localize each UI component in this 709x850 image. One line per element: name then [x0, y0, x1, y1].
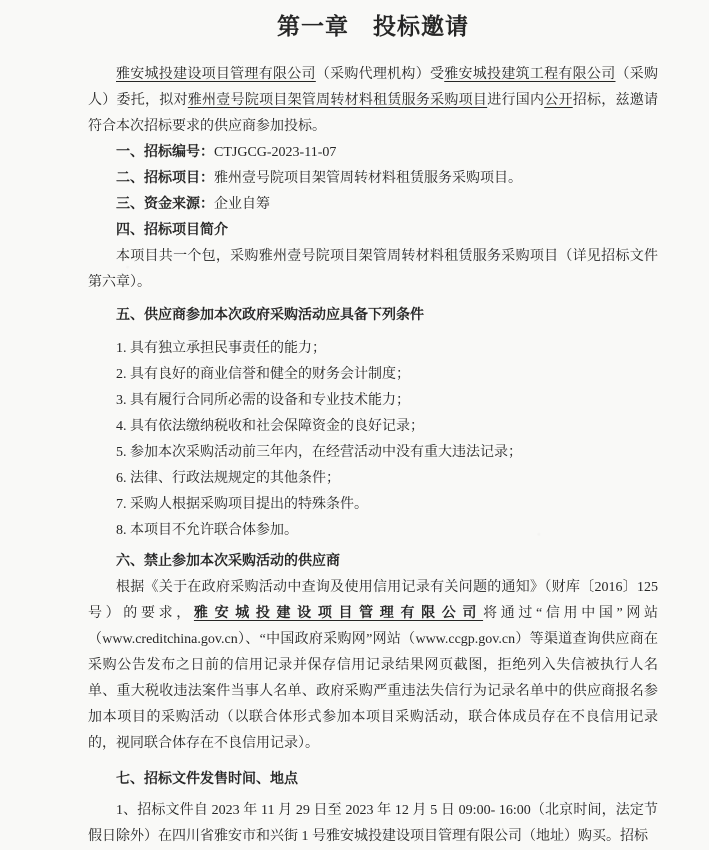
intro-text-1: （采购代理机构）受: [315, 67, 445, 82]
agency-name-bold: 雅安城投建设项目管理有限公司: [193, 606, 484, 621]
project-name: 雅州壹号院项目架管周转材料租赁服务采购项目: [187, 93, 488, 108]
condition-item: 2. 具有良好的商业信誉和健全的财务会计制度；: [116, 367, 410, 382]
condition-item: 5. 参加本次采购活动前三年内，在经营活动中没有重大违法记录；: [116, 445, 522, 460]
section-7-body: 1、招标文件自 2023 年 11 月 29 日至 2023 年 12 月 5 日 09:00- 16:00（北京时间，法定节假日除外）在四川省雅安市和兴街 1 号雅安城投建设项目管理有限公司（地址）购买。招标: [88, 803, 658, 844]
agency-name: 雅安城投建设项目管理有限公司: [116, 67, 316, 82]
section-5-heading: 五、供应商参加本次政府采购活动应具备下列条件: [116, 308, 424, 323]
section-2-line: [88, 166, 658, 192]
condition-item: 7. 采购人根据采购项目提出的特殊条件。: [116, 497, 368, 512]
section-1-line: [88, 140, 658, 166]
condition-item: 1. 具有独立承担民事责任的能力；: [116, 341, 326, 356]
section-3-label: 三、资金来源：: [116, 197, 214, 212]
condition-item: 4. 具有依法缴纳税收和社会保障资金的良好记录；: [116, 419, 424, 434]
section-6-text-post: 将通过“信用中国”网站（www.creditchina.gov.cn）、“中国政府采购网”网站（www.ccgp.gov.cn）等渠道查询供应商在采购公告发布之日前的信用记录并保存信用记录结果网页截图，拒绝列入失信被执行人名单、重大税收违法案件当事人名单、政府采购严重违法失信行为记录名单中的供应商报名参加本项目的采购活动（以联合体形式参加本项目采购活动，联合体成员存在不良信用记录的，视同联合体存在不良信用记录）。: [88, 606, 659, 751]
intro-text-2: （采购人）委托，拟对: [88, 67, 659, 108]
intro-paragraph: [88, 62, 658, 140]
section-6-heading: 六、禁止参加本次采购活动的供应商: [116, 554, 340, 569]
purchaser-name: 雅安城投建筑工程有限公司: [444, 67, 616, 82]
section-2-label: 二、招标项目：: [116, 171, 214, 186]
chapter-title: 第一章 投标邀请: [277, 14, 469, 39]
section-4-body: 本项目共一个包，采购雅州壹号院项目架管周转材料租赁服务采购项目（详见招标文件第六章）。: [88, 249, 658, 290]
bid-number: CTJGCG-2023-11-07: [214, 145, 337, 160]
open-bid-word: 公开: [544, 93, 573, 108]
intro-text-3: 进行国内: [487, 93, 545, 108]
section-4-heading: 四、招标项目简介: [116, 223, 228, 238]
bid-project: 雅州壹号院项目架管周转材料租赁服务采购项目。: [214, 171, 522, 186]
condition-item: 8. 本项目不允许联合体参加。: [116, 523, 298, 538]
condition-item: 6. 法律、行政法规规定的其他条件；: [116, 471, 340, 486]
intro-text-4: 招标，兹邀请符合本次招标要求的供应商参加投标。: [88, 93, 659, 134]
section-3-line: [88, 192, 658, 218]
fund-source: 企业自筹: [214, 197, 270, 212]
section-6-body: [88, 575, 658, 757]
condition-item: 3. 具有履行合同所必需的设备和专业技术能力；: [116, 393, 410, 408]
section-7-heading: 七、招标文件发售时间、地点: [116, 772, 298, 787]
section-1-label: 一、招标编号：: [116, 145, 214, 160]
section-6-text-pre: 根据《关于在政府采购活动中查询及使用信用记录有关问题的通知》（财库〔2016〕125号）的要求，: [88, 580, 658, 621]
